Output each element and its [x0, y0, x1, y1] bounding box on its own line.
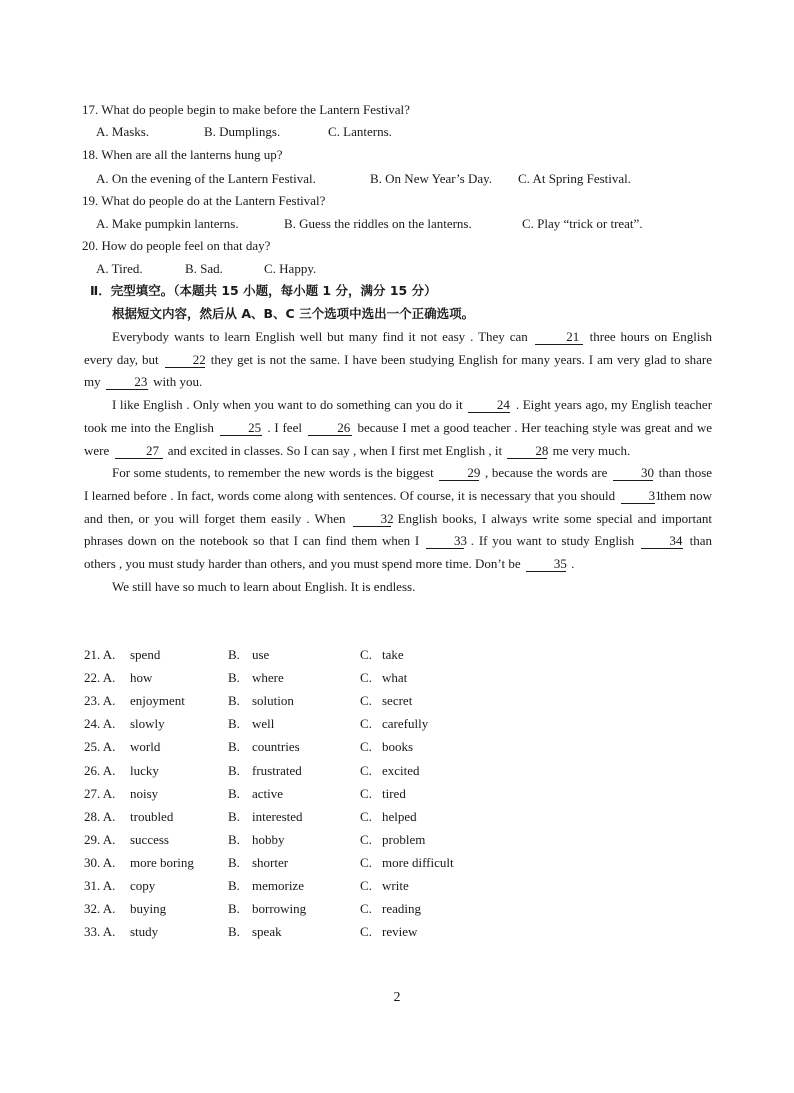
option-c-text: write: [382, 878, 409, 893]
option-a-text: lucky: [130, 762, 159, 778]
option-c-label: C.: [360, 739, 372, 755]
blank-22: 22: [165, 352, 205, 368]
question-19-stem: 19. What do people do at the Lantern Festival?: [82, 193, 326, 208]
question-number: 21. A.: [84, 647, 116, 662]
blank-35: 35: [526, 556, 566, 572]
question-number: 25. A.: [84, 739, 116, 755]
option-b-label: B.: [228, 901, 240, 917]
option-c-text: what: [382, 670, 408, 686]
blank-25: 25: [220, 420, 262, 436]
option-b-label: B.: [228, 670, 240, 686]
option-c-label: C.: [360, 785, 372, 801]
option-b-text: where: [252, 670, 284, 686]
option-a-text: noisy: [130, 785, 159, 801]
option-b-label: B.: [228, 854, 240, 870]
blank-27: 27: [115, 443, 163, 459]
option-b-text: memorize: [252, 878, 304, 893]
option-c-text: books: [382, 739, 414, 755]
option-b-label: B.: [228, 924, 240, 940]
option-c-text: carefully: [382, 716, 429, 732]
blank-24: 24: [468, 397, 510, 413]
option-c-text: problem: [382, 831, 426, 847]
option-c-label: C.: [360, 693, 372, 709]
option-b-label: B.: [228, 739, 240, 755]
question-number: 26. A.: [84, 762, 116, 778]
option-c-text: tired: [382, 785, 406, 801]
option-c-text: review: [382, 924, 418, 940]
option-b-text: frustrated: [252, 762, 302, 778]
option-a-text: troubled: [130, 808, 174, 824]
option-b-text: interested: [252, 808, 303, 824]
page-number: 2: [393, 990, 401, 1005]
section-2-title: Ⅱ．完型填空。（本题共 15 小题，每小题 1 分，满分 15 分）: [90, 283, 437, 298]
passage-paragraph-1: Everybody wants to learn English well but many find it not easy . They can 21 three hours on English every day, but 22 they get is not the same. I have been studying English for many years. I am very glad to share my 23 with you.: [84, 329, 713, 390]
option-b-label: B.: [228, 647, 240, 662]
option-c-label: C.: [360, 831, 372, 847]
option-b-text: speak: [252, 924, 282, 940]
question-17-stem: 17. What do people begin to make before the Lantern Festival?: [82, 102, 410, 117]
option-a-text: copy: [130, 878, 156, 893]
option-c-label: C.: [360, 762, 372, 778]
option-c-label: C.: [360, 924, 372, 940]
option-a-text: how: [130, 670, 153, 686]
blank-23: 23: [106, 374, 148, 390]
option-b-label: B.: [228, 831, 240, 847]
option-a-text: study: [130, 924, 159, 940]
blank-33: 33: [426, 533, 464, 549]
option-c-text: take: [382, 647, 404, 662]
option-c-label: C.: [360, 647, 372, 662]
option-b-label: B.: [228, 878, 240, 893]
section-2-instruction: 根据短文内容，然后从 A、B、C 三个选项中选出一个正确选项。: [112, 306, 475, 321]
option-a: A. On the evening of the Lantern Festival.: [96, 171, 316, 186]
blank-30: 30: [613, 465, 653, 481]
option-c-label: C.: [360, 716, 372, 732]
cloze-passage: [84, 326, 712, 598]
option-c-label: C.: [360, 670, 372, 686]
option-a-text: world: [130, 739, 161, 755]
passage-paragraph-2: I like English . Only when you want to do something can you do it 24 . Eight years ago, my English teacher took me into the English 25 . I feel 26 because I met a good teacher . Her teaching style was great and we were 27 and excited in classes. So I can say , when I first met English , it 28 me very much.: [84, 397, 713, 458]
option-a-text: more boring: [130, 854, 194, 870]
option-b: B. On New Year’s Day.: [370, 171, 493, 186]
blank-29: 29: [439, 465, 479, 481]
option-b-text: use: [252, 647, 270, 662]
option-c-text: secret: [382, 693, 413, 709]
blank-31: 31: [621, 488, 655, 504]
option-b-text: well: [252, 716, 275, 732]
question-number: 29. A.: [84, 831, 116, 847]
option-b: B. Sad.: [185, 261, 223, 276]
question-number: 28. A.: [84, 808, 116, 824]
option-b-label: B.: [228, 716, 240, 732]
option-c-label: C.: [360, 854, 372, 870]
option-a-text: success: [130, 831, 169, 847]
question-18-stem: 18. When are all the lanterns hung up?: [82, 147, 283, 162]
blank-34: 34: [641, 533, 683, 549]
option-c: C. At Spring Festival.: [518, 171, 632, 186]
question-number: 22. A.: [84, 670, 116, 686]
blank-26: 26: [308, 420, 352, 436]
option-b-text: countries: [252, 739, 300, 755]
question-number: 30. A.: [84, 854, 116, 870]
option-c-text: excited: [382, 762, 420, 778]
option-b-text: solution: [252, 693, 294, 709]
question-number: 27. A.: [84, 785, 116, 801]
option-c-label: C.: [360, 808, 372, 824]
option-c: C. Lanterns.: [328, 124, 392, 139]
blank-28: 28: [507, 443, 547, 459]
question-number: 24. A.: [84, 716, 116, 732]
option-c-label: C.: [360, 878, 372, 893]
question-number: 32. A.: [84, 901, 116, 917]
blank-21: 21: [535, 329, 583, 345]
question-number: 31. A.: [84, 878, 116, 893]
option-c-text: more difficult: [382, 854, 454, 870]
question-number: 33. A.: [84, 924, 116, 940]
option-b-text: hobby: [252, 831, 285, 847]
option-b-text: borrowing: [252, 901, 307, 917]
option-a: A. Tired.: [96, 261, 143, 276]
option-b-label: B.: [228, 785, 240, 801]
option-b-label: B.: [228, 762, 240, 778]
option-a: A. Masks.: [96, 124, 150, 139]
question-number: 23. A.: [84, 693, 116, 709]
option-b-label: B.: [228, 693, 240, 709]
option-c: C. Happy.: [264, 261, 317, 276]
option-b: B. Guess the riddles on the lanterns.: [284, 216, 472, 231]
option-a: A. Make pumpkin lanterns.: [96, 216, 239, 231]
option-c-text: helped: [382, 808, 417, 824]
option-b-label: B.: [228, 808, 240, 824]
passage-paragraph-4: We still have so much to learn about English. It is endless.: [112, 578, 416, 594]
option-a-text: slowly: [130, 716, 165, 732]
blank-32: 32: [353, 511, 391, 527]
option-b-text: shorter: [252, 854, 289, 870]
option-a-text: buying: [130, 901, 167, 917]
option-c: C. Play “trick or treat”.: [522, 216, 643, 231]
option-a-text: spend: [130, 647, 161, 662]
option-a-text: enjoyment: [130, 693, 185, 709]
option-b-text: active: [252, 785, 284, 801]
passage-paragraph-3: For some students, to remember the new words is the biggest 29 , because the words are 30 than those I learned before . In fact, words come along with sentences. Of course, it is necessary that you should 31 them now and then, or you will forget them easily . When 32 English books, I always write some special and important phrases down on the notebook so that I can find them when I 33 . If you want to study English 34 than others , you must study harder than others, and you must spend more time. Don’t be 35 .: [84, 465, 713, 572]
option-c-text: reading: [382, 901, 421, 917]
question-20-stem: 20. How do people feel on that day?: [82, 238, 271, 253]
option-c-label: C.: [360, 901, 372, 917]
option-b: B. Dumplings.: [204, 124, 281, 139]
